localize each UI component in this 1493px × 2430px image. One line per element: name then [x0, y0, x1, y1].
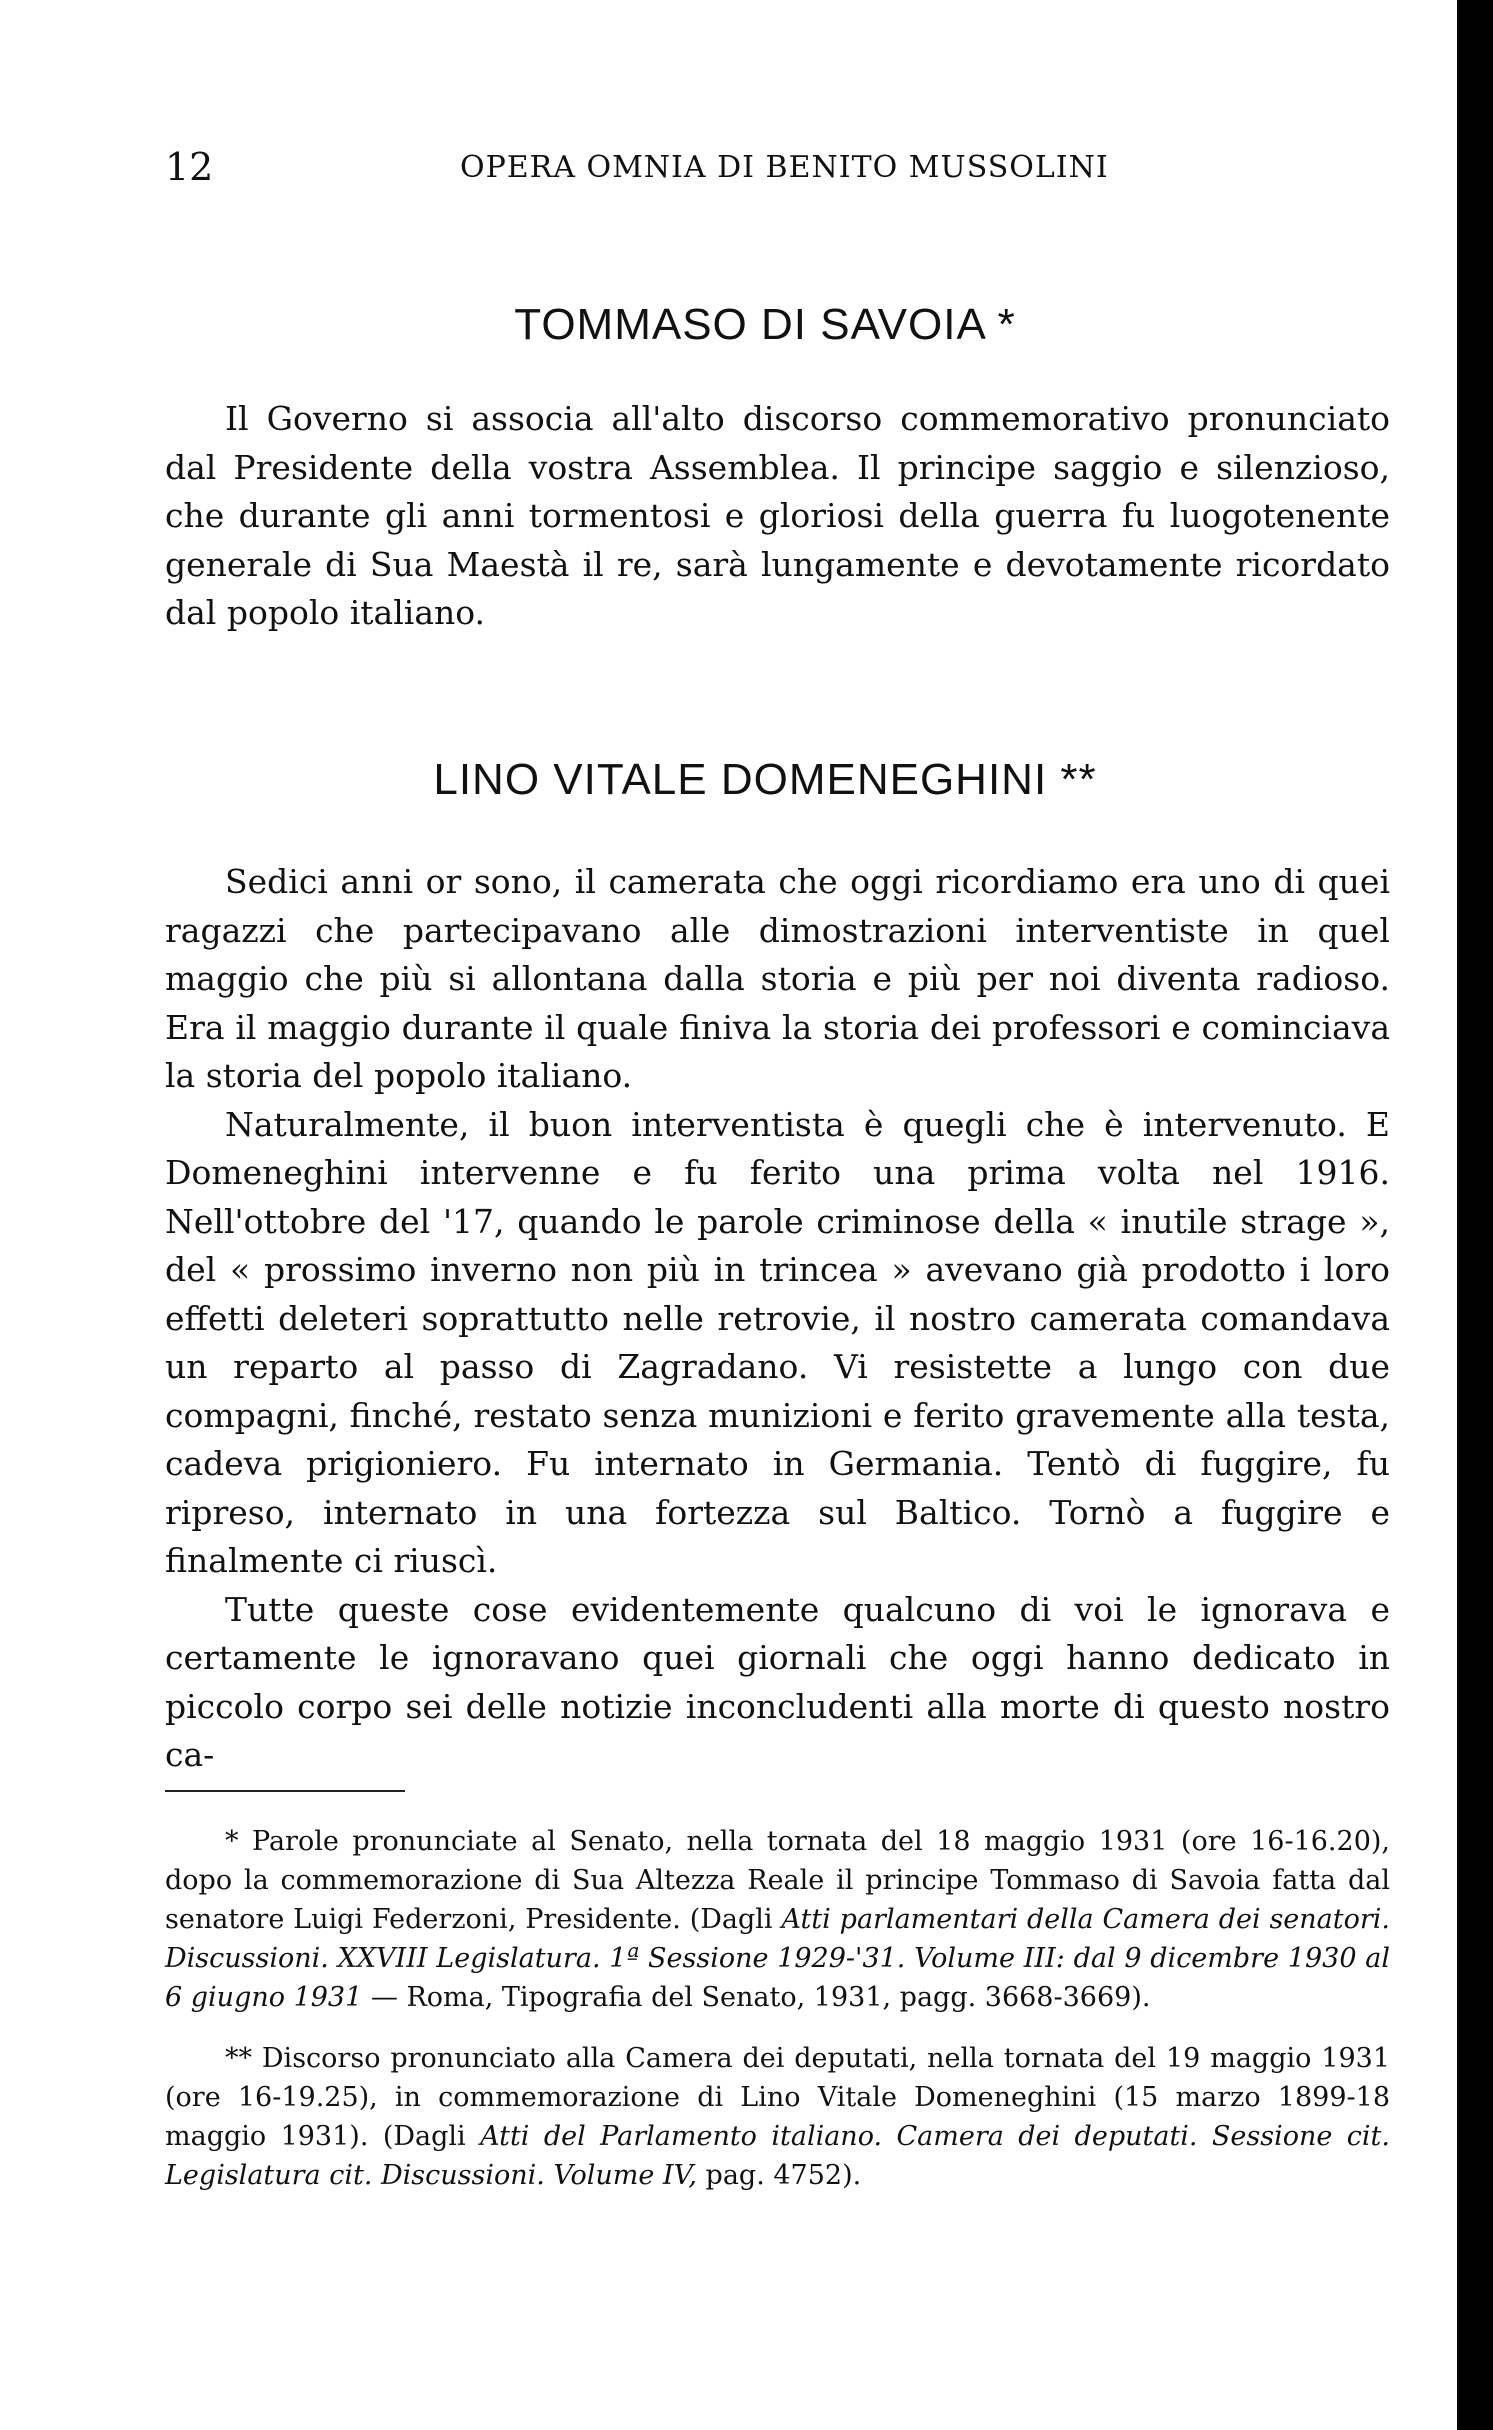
footnote-text: * Parole pronunciate al Senato, nella tornata del 18 maggio 1931 (ore 16-16.20), dopo la commemorazione di Sua Altezza Reale il principe Tommaso di Savoia fatta dal senatore Luigi Federzoni, Presidente. (Dagli — [165, 1826, 1390, 1935]
running-title: OPERA OMNIA DI BENITO MUSSOLINI — [460, 150, 1109, 185]
section-title-tommaso: TOMMASO DI SAVOIA * — [514, 300, 1016, 349]
scan-edge-bar — [1457, 0, 1493, 2430]
footnotes — [165, 1822, 1390, 2217]
running-head — [165, 145, 1215, 195]
section-body-domeneghini — [165, 858, 1390, 1780]
paragraph: Il Governo si associa all'alto discorso commemorativo pronunciato dal Presidente della vostra Assemblea. Il principe saggio e silenzioso, che durante gli anni tormentosi e gloriosi della guerra fu luogotenente generale di Sua Maestà il re, sarà lungamente e devotamente ricordato dal popolo italiano. — [165, 399, 1390, 632]
footnote-2 — [165, 2039, 1390, 2195]
footnote-1 — [165, 1822, 1390, 2017]
paragraph: Naturalmente, il buon interventista è quegli che è intervenuto. E Domeneghini intervenne e fu ferito una prima volta nel 1916. Nell'ottobre del '17, quando le parole criminose della « inutile strage », del « prossimo inverno non più in trincea » avevano già prodotto i loro effetti deleteri soprattutto nelle retrovie, il nostro camerata comandava un reparto al passo di Zagradano. Vi resistette a lungo con due compagni, finché, restato senza munizioni e ferito gravemente alla testa, cadeva prigioniero. Fu internato in Germania. Tentò di fuggire, fu ripreso, internato in una fortezza sul Baltico. Tornò a fuggire e finalmente ci riuscì. — [165, 1104, 1390, 1580]
page-number: 12 — [165, 145, 214, 189]
section-body-tommaso — [165, 395, 1390, 638]
section-title-domeneghini: LINO VITALE DOMENEGHINI ** — [433, 755, 1097, 804]
paragraph: Sedici anni or sono, il camerata che oggi ricordiamo era uno di quei ragazzi che partecipavano alle dimostrazioni interventiste in quel maggio che più si allontana dalla storia e più per noi diventa radioso. Era il maggio durante il quale finiva la storia dei professori e cominciava la storia del popolo italiano. — [165, 862, 1390, 1095]
footnote-source-italic: Atti del Parlamento italiano. Camera dei deputati. Sessione cit. Legislatura cit. Discussioni. Volume IV, — [165, 2121, 1390, 2191]
footnote-source-italic: Atti parlamentari della Camera dei senatori. Discussioni. XXVIII Legislatura. 1ª Sessione 1929-'31. Volume III: dal 9 dicembre 1930 al 6 giugno 1931 — [165, 1904, 1391, 2013]
footnote-text: pag. 4752). — [696, 2160, 862, 2191]
paragraph: Tutte queste cose evidentemente qualcuno di voi le ignorava e certamente le ignoravano quei giornali che oggi hanno dedicato in piccolo corpo sei delle notizie inconcludenti alla morte di questo nostro ca- — [165, 1589, 1390, 1774]
footnote-text: — Roma, Tipografia del Senato, 1931, pagg. 3668-3669). — [362, 1982, 1151, 2013]
footnote-rule — [165, 1790, 405, 1792]
footnote-text: ** Discorso pronunciato alla Camera dei deputati, nella tornata del 19 maggio 1931 (ore 16-19.25), in commemorazione di Lino Vitale Domeneghini (15 marzo 1899-18 maggio 1931). (Dagli — [165, 2043, 1390, 2152]
